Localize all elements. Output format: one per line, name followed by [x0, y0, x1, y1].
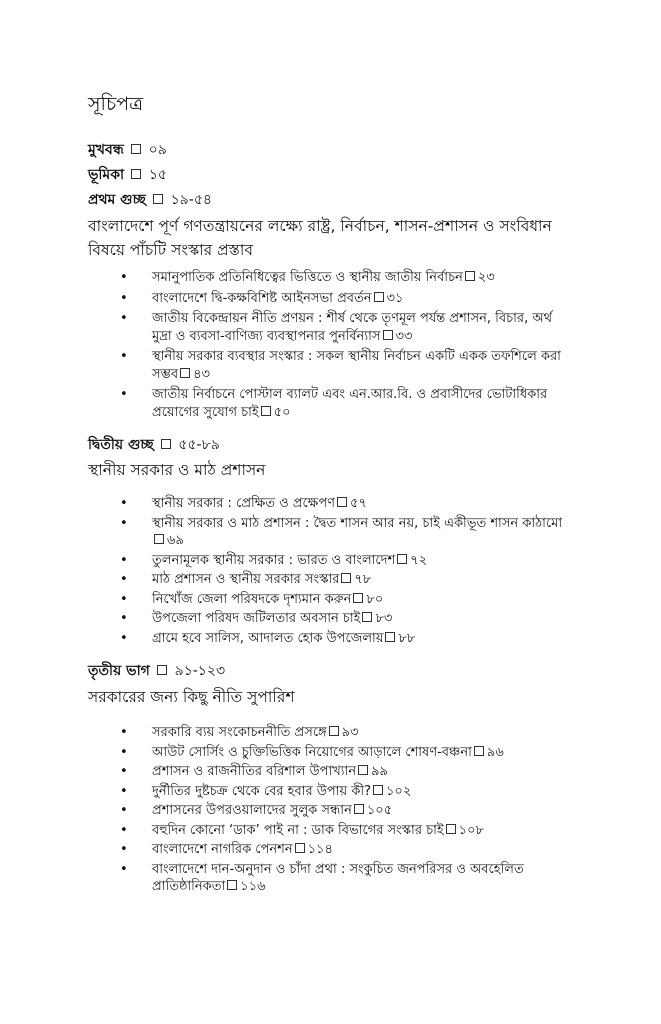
list-item — [88, 802, 568, 820]
bullet-icon: • — [120, 764, 128, 779]
box-separator-icon — [374, 292, 384, 302]
item-title: জাতীয় নির্বাচনে পোস্টাল ব্যালট এবং এন.আর.বি. ও প্রবাসীদের ভোটাধিকার প্রয়োগের সুযোগ চাই — [152, 387, 548, 420]
item-page: ১০৫ — [366, 803, 393, 818]
box-separator-icon — [131, 144, 141, 154]
section-3-heading — [88, 659, 225, 683]
box-separator-icon — [354, 804, 364, 814]
box-separator-icon — [227, 880, 237, 890]
box-separator-icon — [154, 534, 164, 544]
section-2-heading — [88, 433, 220, 457]
item-page: ৭৮ — [354, 572, 372, 587]
item-page: ৩১ — [386, 290, 404, 306]
box-separator-icon — [341, 573, 351, 583]
box-separator-icon — [385, 632, 395, 642]
item-page: ৮০ — [366, 591, 384, 607]
item-page: ১১৬ — [240, 879, 266, 894]
list-item — [88, 610, 568, 628]
item-page: ৮৩ — [375, 611, 393, 626]
bullet-icon: • — [120, 552, 128, 568]
box-separator-icon — [465, 271, 475, 281]
section-1-list — [88, 269, 568, 421]
box-separator-icon — [397, 554, 407, 564]
bullet-icon: • — [120, 803, 128, 818]
item-title: স্থানীয় সরকার ও মাঠ প্রশাসন : দ্বৈত শাসন আর নয়, চাই একীভূত শাসন কাঠামো — [152, 515, 563, 531]
item-page: ৩৩ — [395, 328, 413, 344]
entry-page: ১৫ — [148, 167, 167, 183]
bullet-icon: • — [120, 744, 128, 760]
item-page: ৪৩ — [193, 366, 210, 382]
bullet-icon: • — [120, 630, 128, 646]
box-separator-icon — [295, 843, 305, 853]
list-item — [88, 744, 568, 762]
section-1-subtitle: বাংলাদেশে পূর্ণ গণতন্ত্রায়নের লক্ষ্যে রাষ্ট্র, নির্বাচন, শাসন-প্রশাসন ও সংবিধান বিষয়ে পাঁচটি সংস্কার প্রস্তাব — [88, 217, 552, 259]
item-page: ১০২ — [386, 783, 412, 799]
list-item — [88, 290, 568, 308]
box-separator-icon — [131, 169, 141, 179]
section-pages: ৯১-১২৩ — [174, 663, 226, 679]
item-title: জাতীয় বিকেন্দ্রায়ন নীতি প্রণয়ন : শীর্ষ থেকে তৃণমূল পর্যন্ত প্রশাসন, বিচার, অর্থ মুদ্রা ও ব্যবসা-বাণিজ্য ব্যবস্থাপনার পুনর্বিন্যাস — [152, 311, 553, 344]
bullet-icon: • — [120, 515, 128, 531]
entry-label: মুখবন্ধ — [88, 142, 124, 158]
box-separator-icon — [353, 593, 363, 603]
section-label: দ্বিতীয় গুচ্ছ — [88, 437, 154, 453]
bullet-icon: • — [120, 783, 128, 799]
box-separator-icon — [474, 746, 484, 756]
front-entry-preface — [88, 138, 167, 162]
item-page: ২৩ — [477, 270, 495, 285]
item-page: ৯৬ — [486, 744, 504, 760]
item-title: গ্রামে হবে সালিস, আদালত হোক উপজেলায় — [152, 630, 384, 646]
bullet-icon: • — [120, 842, 128, 857]
bullet-icon: • — [120, 822, 128, 838]
item-title: স্থানীয় সরকার ব্যবস্থার সংস্কার : সকল স্থানীয় নির্বাচন একটি একক তফশিলে করা সম্ভব — [152, 349, 561, 382]
item-page: ৯৩ — [341, 725, 359, 740]
list-item — [88, 515, 568, 550]
bullet-icon: • — [120, 725, 128, 740]
item-title: নিখোঁজ জেলা পরিষদকে দৃশ্যমান করুন — [152, 591, 352, 607]
box-separator-icon — [362, 612, 372, 622]
item-page: ১০৮ — [458, 822, 484, 838]
item-page: ৮৮ — [398, 630, 416, 646]
section-3-list — [88, 724, 568, 896]
section-2-list — [88, 495, 568, 647]
box-separator-icon — [373, 785, 383, 795]
bullet-icon: • — [120, 270, 128, 285]
item-title: তুলনামূলক স্থানীয় সরকার : ভারত ও বাংলাদেশ — [152, 552, 396, 568]
list-item — [88, 724, 568, 742]
bullet-icon: • — [120, 572, 128, 587]
section-1-heading — [88, 188, 212, 212]
entry-label: ভূমিকা — [88, 167, 125, 183]
item-title: উপজেলা পরিষদ জটিলতার অবসান চাই — [152, 611, 361, 626]
list-item — [88, 269, 568, 287]
page-title: সূচিপত্র — [88, 93, 144, 115]
list-item — [88, 495, 568, 513]
item-page: ৬৯ — [167, 533, 184, 548]
list-item — [88, 783, 568, 801]
item-title: বহুদিন কোনো ‘ডাক’ পাই না : ডাক বিভাগের সংস্কার চাই — [152, 822, 444, 838]
item-title: সমানুপাতিক প্রতিনিধিত্বের ভিত্তিতে ও স্থানীয় জাতীয় নির্বাচন — [152, 270, 463, 285]
item-title: প্রশাসনের উপরওয়ালাদের সুলুক সন্ধান — [152, 803, 352, 818]
bullet-icon: • — [120, 349, 128, 364]
item-page: ১১৪ — [307, 842, 333, 857]
list-item — [88, 763, 568, 781]
front-entry-introduction — [88, 163, 167, 187]
bullet-icon: • — [120, 311, 128, 326]
item-page: ৭২ — [410, 552, 428, 568]
box-separator-icon — [157, 665, 167, 675]
list-item — [88, 861, 568, 896]
item-page: ৫০ — [273, 404, 291, 420]
box-separator-icon — [180, 368, 190, 378]
section-label: তৃতীয় ভাগ — [88, 663, 150, 679]
item-title: সরকারি ব্যয় সংকোচননীতি প্রসঙ্গে — [152, 725, 327, 740]
list-item — [88, 841, 568, 859]
bullet-icon: • — [120, 861, 128, 877]
list-item — [88, 310, 568, 345]
section-2-subtitle: স্থানীয় সরকার ও মাঠ প্রশাসন — [88, 461, 266, 479]
list-item — [88, 571, 568, 589]
box-separator-icon — [337, 497, 347, 507]
list-item — [88, 386, 568, 421]
box-separator-icon — [383, 330, 393, 340]
section-label: প্রথম গুচ্ছ — [88, 192, 146, 208]
item-title: আউট সোর্সিং ও চুক্তিভিত্তিক নিয়োগের আড়ালে শোষণ-বঞ্চনা — [152, 744, 472, 760]
section-pages: ৫৫-৮৯ — [178, 437, 220, 453]
item-title: প্রশাসন ও রাজনীতির বরিশাল উপাখ্যান — [152, 764, 357, 779]
list-item — [88, 552, 568, 570]
item-page: ৯৯ — [371, 764, 388, 779]
bullet-icon: • — [120, 290, 128, 306]
box-separator-icon — [358, 765, 368, 775]
box-separator-icon — [161, 439, 171, 449]
item-title: স্থানীয় সরকার : প্রেক্ষিত ও প্রক্ষেপণ — [152, 496, 336, 511]
item-title: বাংলাদেশে নাগরিক পেনশন — [152, 842, 293, 857]
section-3-subtitle: সরকারের জন্য কিছু নীতি সুপারিশ — [88, 688, 295, 706]
item-title: বাংলাদেশে দ্বি-কক্ষবিশিষ্ট আইনসভা প্রবর্তন — [152, 290, 372, 306]
list-item — [88, 630, 568, 648]
item-title: দুর্নীতির দুষ্টচক্র থেকে বের হবার উপায় কী? — [152, 783, 371, 799]
list-item — [88, 822, 568, 840]
list-item — [88, 591, 568, 609]
bullet-icon: • — [120, 591, 128, 607]
entry-page: ০৯ — [148, 142, 167, 158]
list-item — [88, 348, 568, 383]
item-page: ৫৭ — [350, 496, 367, 511]
bullet-icon: • — [120, 611, 128, 626]
box-separator-icon — [153, 194, 163, 204]
box-separator-icon — [261, 406, 271, 416]
item-title: বাংলাদেশে দান-অনুদান ও চাঁদা প্রথা : সংকুচিত জনপরিসর ও অবহেলিত প্রাতিষ্ঠানিকতা — [152, 861, 524, 894]
box-separator-icon — [329, 726, 339, 736]
bullet-icon: • — [120, 387, 128, 402]
item-title: মাঠ প্রশাসন ও স্থানীয় সরকার সংস্কার — [152, 572, 340, 587]
bullet-icon: • — [120, 496, 128, 511]
section-pages: ১৯-৫৪ — [170, 192, 212, 208]
box-separator-icon — [446, 824, 456, 834]
